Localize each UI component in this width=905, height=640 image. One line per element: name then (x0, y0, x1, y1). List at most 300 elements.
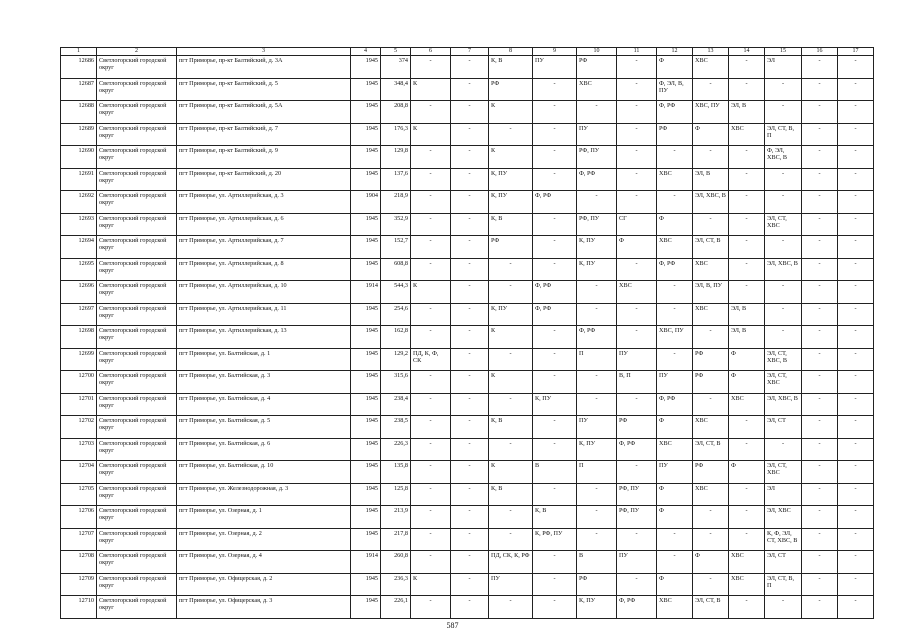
table-cell: ЭЛ, СТ, В (693, 438, 729, 461)
table-cell: - (577, 371, 617, 394)
table-cell: - (411, 528, 451, 551)
table-cell: Светлогорский городской округ (97, 281, 177, 304)
table-cell: - (411, 551, 451, 574)
table-cell: - (657, 551, 693, 574)
table-cell: - (765, 281, 802, 304)
table-cell: ХВС (729, 123, 765, 146)
table-cell: ПУ (577, 416, 617, 439)
table-cell: - (451, 213, 489, 236)
table-cell: - (411, 101, 451, 124)
table-cell: - (729, 78, 765, 101)
table-cell: К (489, 146, 533, 169)
table-cell: - (451, 371, 489, 394)
table-cell: 12691 (61, 168, 97, 191)
table-cell: 12697 (61, 303, 97, 326)
table-cell: - (411, 438, 451, 461)
table-cell: СГ (617, 213, 657, 236)
table-row (61, 303, 874, 326)
table-cell: РФ (693, 348, 729, 371)
table-cell: - (411, 236, 451, 259)
table-cell: пгт Приморье, ул. Балтийская, д. 3 (177, 371, 351, 394)
table-cell: Светлогорский городской округ (97, 483, 177, 506)
table-cell: 12694 (61, 236, 97, 259)
table-cell: Светлогорский городской округ (97, 78, 177, 101)
table-cell: пгт Приморье, ул. Озерная, д. 2 (177, 528, 351, 551)
table-cell: ХВС (657, 236, 693, 259)
table-cell: - (617, 168, 657, 191)
table-cell: - (802, 596, 838, 619)
table-cell: 12701 (61, 393, 97, 416)
table-cell: ХВС (657, 596, 693, 619)
table-cell: - (802, 78, 838, 101)
table-cell: пгт Приморье, ул. Озерная, д. 4 (177, 551, 351, 574)
table-cell: К, ПУ (577, 596, 617, 619)
table-cell: - (802, 281, 838, 304)
table-cell: Ф (657, 506, 693, 529)
table-cell: 129,8 (381, 146, 411, 169)
table-cell: 1914 (351, 281, 381, 304)
table-row (61, 168, 874, 191)
table-cell: - (765, 236, 802, 259)
table-cell: - (693, 506, 729, 529)
table-cell: ХВС (693, 303, 729, 326)
table-cell: пгт Приморье, ул. Балтийская, д. 1 (177, 348, 351, 371)
table-cell: - (533, 551, 577, 574)
table-cell: ПУ (617, 348, 657, 371)
table-cell: - (838, 528, 874, 551)
table-cell: К (489, 326, 533, 349)
table-cell: ЭЛ, ХВС, В (765, 393, 802, 416)
table-cell: ЭЛ, ХВС (765, 506, 802, 529)
document-sheet (60, 47, 874, 619)
table-cell: - (838, 281, 874, 304)
table-cell: - (765, 101, 802, 124)
table-cell: - (802, 123, 838, 146)
table-row (61, 438, 874, 461)
table-cell: Светлогорский городской округ (97, 506, 177, 529)
table-cell: - (617, 146, 657, 169)
table-cell: Светлогорский городской округ (97, 56, 177, 79)
table-cell: пгт Приморье, ул. Озерная, д. 1 (177, 506, 351, 529)
table-cell: К, Ф, ЭЛ, СТ, ХВС, В (765, 528, 802, 551)
table-cell: - (533, 213, 577, 236)
header-cell: 2 (97, 48, 177, 56)
table-cell: - (802, 438, 838, 461)
table-cell: РФ (693, 461, 729, 484)
table-cell: 1945 (351, 461, 381, 484)
table-cell: - (657, 191, 693, 214)
table-cell: - (838, 483, 874, 506)
table-cell: ХВС (617, 281, 657, 304)
table-cell: - (802, 168, 838, 191)
table-cell: - (693, 573, 729, 596)
table-cell: Ф, РФ (577, 168, 617, 191)
table-cell: 1945 (351, 101, 381, 124)
table-cell: пгт Приморье, ул. Артиллерийская, д. 7 (177, 236, 351, 259)
table-cell: - (838, 303, 874, 326)
table-cell: - (802, 326, 838, 349)
header-cell: 16 (802, 48, 838, 56)
table-cell: - (765, 191, 802, 214)
table-cell: - (693, 528, 729, 551)
table-cell: - (451, 236, 489, 259)
table-cell: ХВС (657, 168, 693, 191)
header-cell: 4 (351, 48, 381, 56)
table-cell: Светлогорский городской округ (97, 371, 177, 394)
table-cell: 226,3 (381, 438, 411, 461)
table-cell: - (451, 303, 489, 326)
table-cell: Светлогорский городской округ (97, 326, 177, 349)
table-cell: - (617, 326, 657, 349)
table-cell: пгт Приморье, ул. Балтийская, д. 6 (177, 438, 351, 461)
table-cell: Светлогорский городской округ (97, 168, 177, 191)
housing-register-table (60, 47, 874, 619)
table-cell: - (533, 146, 577, 169)
table-cell: 1945 (351, 56, 381, 79)
table-cell: ХВС (657, 438, 693, 461)
table-cell: - (729, 236, 765, 259)
table-cell: - (802, 191, 838, 214)
table-cell: Ф (729, 348, 765, 371)
table-cell: Светлогорский городской округ (97, 416, 177, 439)
table-cell: пгт Приморье, ул. Артиллерийская, д. 3 (177, 191, 351, 214)
table-cell: 238,5 (381, 416, 411, 439)
table-cell: ЭЛ, В (729, 101, 765, 124)
table-row (61, 393, 874, 416)
table-cell: - (838, 146, 874, 169)
table-cell: ЭЛ, СТ, В, П (765, 573, 802, 596)
table-cell: пгт Приморье, ул. Балтийская, д. 4 (177, 393, 351, 416)
table-cell: - (451, 483, 489, 506)
table-cell: ЭЛ, СТ, ХВС (765, 213, 802, 236)
table-cell: - (765, 168, 802, 191)
table-cell: 1945 (351, 483, 381, 506)
table-cell: - (489, 596, 533, 619)
table-cell: ЭЛ, СТ (765, 416, 802, 439)
table-cell: К, ПУ (489, 191, 533, 214)
table-cell: - (617, 101, 657, 124)
table-cell: 348,4 (381, 78, 411, 101)
table-cell: - (451, 123, 489, 146)
table-cell: ПУ (657, 461, 693, 484)
table-cell: Ф (657, 416, 693, 439)
table-cell: - (838, 393, 874, 416)
table-cell: - (657, 528, 693, 551)
table-cell: 162,8 (381, 326, 411, 349)
table-cell: 238,4 (381, 393, 411, 416)
table-cell: - (838, 168, 874, 191)
table-cell: - (533, 101, 577, 124)
table-cell: 1945 (351, 236, 381, 259)
table-row (61, 506, 874, 529)
table-cell: - (617, 573, 657, 596)
table-cell: 12699 (61, 348, 97, 371)
header-cell: 17 (838, 48, 874, 56)
table-cell: В (533, 461, 577, 484)
table-cell: - (729, 416, 765, 439)
table-cell: РФ, ПУ (617, 483, 657, 506)
table-cell: РФ (489, 236, 533, 259)
table-cell: - (451, 78, 489, 101)
table-cell: В, П (617, 371, 657, 394)
table-cell: - (411, 213, 451, 236)
table-cell: Светлогорский городской округ (97, 303, 177, 326)
table-cell: ХВС (693, 56, 729, 79)
table-cell: - (838, 78, 874, 101)
table-cell: Ф (729, 461, 765, 484)
table-cell: 260,8 (381, 551, 411, 574)
table-cell: пгт Приморье, ул. Артиллерийская, д. 10 (177, 281, 351, 304)
table-cell: РФ (489, 78, 533, 101)
table-cell: - (693, 213, 729, 236)
table-cell: - (765, 438, 802, 461)
table-cell: 1945 (351, 506, 381, 529)
table-cell: Светлогорский городской округ (97, 191, 177, 214)
table-cell: - (838, 551, 874, 574)
table-row (61, 236, 874, 259)
table-cell: - (617, 191, 657, 214)
table-cell: - (533, 438, 577, 461)
table-body (61, 48, 874, 619)
table-cell: 176,3 (381, 123, 411, 146)
table-cell: пгт Приморье, пр-кт Балтийский, д. 5 (177, 78, 351, 101)
table-cell: - (451, 596, 489, 619)
table-cell: Светлогорский городской округ (97, 461, 177, 484)
table-cell: - (533, 573, 577, 596)
table-cell: пгт Приморье, пр-кт Балтийский, д. 5А (177, 101, 351, 124)
table-row (61, 213, 874, 236)
table-cell: - (838, 326, 874, 349)
table-row (61, 348, 874, 371)
table-cell: - (533, 78, 577, 101)
table-cell: - (693, 393, 729, 416)
table-cell: Ф (617, 236, 657, 259)
table-cell: - (411, 191, 451, 214)
table-cell: - (533, 236, 577, 259)
header-cell: 8 (489, 48, 533, 56)
table-cell: 1945 (351, 303, 381, 326)
table-cell: ПУ (489, 573, 533, 596)
table-row (61, 326, 874, 349)
header-cell: 9 (533, 48, 577, 56)
table-cell: - (411, 56, 451, 79)
table-cell: Ф, РФ (657, 393, 693, 416)
table-cell: - (489, 281, 533, 304)
table-cell: ПУ (577, 123, 617, 146)
table-cell: 1945 (351, 528, 381, 551)
table-cell: - (802, 483, 838, 506)
table-cell: 1945 (351, 573, 381, 596)
table-cell: - (451, 573, 489, 596)
table-cell: Ф (657, 573, 693, 596)
table-cell: 125,8 (381, 483, 411, 506)
table-cell: 213,9 (381, 506, 411, 529)
table-cell: 12687 (61, 78, 97, 101)
table-row (61, 596, 874, 619)
table-cell: - (729, 281, 765, 304)
table-cell: - (533, 416, 577, 439)
table-cell: - (838, 123, 874, 146)
table-cell: Ф (693, 551, 729, 574)
table-cell: - (838, 236, 874, 259)
header-cell: 15 (765, 48, 802, 56)
table-cell: пгт Приморье, пр-кт Балтийский, д. 3А (177, 56, 351, 79)
table-cell: 12702 (61, 416, 97, 439)
table-cell: 12693 (61, 213, 97, 236)
table-cell: - (411, 416, 451, 439)
table-cell: - (693, 146, 729, 169)
table-row (61, 573, 874, 596)
table-cell: Светлогорский городской округ (97, 146, 177, 169)
table-row (61, 483, 874, 506)
table-cell: ЭЛ, СТ, ХВС, В (765, 348, 802, 371)
header-cell: 3 (177, 48, 351, 56)
table-cell: - (802, 258, 838, 281)
header-cell: 13 (693, 48, 729, 56)
table-cell: 152,7 (381, 236, 411, 259)
table-cell: 608,8 (381, 258, 411, 281)
table-cell: К, ПУ (489, 303, 533, 326)
table-cell: - (533, 348, 577, 371)
table-cell: РФ (577, 573, 617, 596)
table-cell: - (411, 326, 451, 349)
table-cell: 135,8 (381, 461, 411, 484)
table-cell: - (802, 101, 838, 124)
table-cell: К, ПУ (577, 258, 617, 281)
table-cell: - (451, 506, 489, 529)
table-cell: - (451, 101, 489, 124)
table-cell: - (802, 146, 838, 169)
table-cell: ЭЛ, СТ, В (693, 236, 729, 259)
table-cell: ЭЛ (765, 483, 802, 506)
table-row (61, 191, 874, 214)
table-cell: - (838, 461, 874, 484)
table-cell: - (533, 168, 577, 191)
table-cell: - (729, 56, 765, 79)
table-cell: - (765, 78, 802, 101)
table-cell: пгт Приморье, ул. Артиллерийская, д. 8 (177, 258, 351, 281)
table-cell: П (577, 348, 617, 371)
table-cell: Ф (657, 483, 693, 506)
table-cell: - (451, 551, 489, 574)
table-cell: К (489, 371, 533, 394)
table-cell: - (838, 258, 874, 281)
table-row (61, 551, 874, 574)
table-cell: ЭЛ, ХВС, В (765, 258, 802, 281)
table-cell: К, РФ, ПУ (533, 528, 577, 551)
table-cell: - (802, 371, 838, 394)
table-cell: - (729, 168, 765, 191)
table-cell: Светлогорский городской округ (97, 348, 177, 371)
table-cell: - (489, 506, 533, 529)
table-cell: - (489, 438, 533, 461)
table-row (61, 258, 874, 281)
table-cell: - (729, 528, 765, 551)
table-cell: ХВС (693, 416, 729, 439)
header-cell: 1 (61, 48, 97, 56)
table-cell: ЭЛ, ХВС, В (693, 191, 729, 214)
table-cell: - (533, 371, 577, 394)
table-cell: ПУ (533, 56, 577, 79)
table-cell: 12707 (61, 528, 97, 551)
table-cell: 1945 (351, 168, 381, 191)
table-cell: 1945 (351, 78, 381, 101)
table-cell: П (577, 461, 617, 484)
table-cell: - (802, 348, 838, 371)
table-cell: В (577, 551, 617, 574)
table-cell: - (657, 303, 693, 326)
table-cell: - (802, 551, 838, 574)
table-cell: - (411, 303, 451, 326)
table-cell: Светлогорский городской округ (97, 101, 177, 124)
table-row (61, 56, 874, 79)
table-cell: - (577, 101, 617, 124)
table-cell: 217,8 (381, 528, 411, 551)
table-cell: - (411, 461, 451, 484)
table-cell: - (617, 528, 657, 551)
table-cell: 12692 (61, 191, 97, 214)
table-cell: ХВС (729, 573, 765, 596)
table-cell: ЭЛ, В, ПУ (693, 281, 729, 304)
table-cell: Ф, ЭЛ, ХВС, В (765, 146, 802, 169)
table-cell: Светлогорский городской округ (97, 258, 177, 281)
table-cell: - (838, 191, 874, 214)
header-cell: 12 (657, 48, 693, 56)
table-cell: 352,9 (381, 213, 411, 236)
table-cell: 137,6 (381, 168, 411, 191)
table-cell: - (838, 573, 874, 596)
table-cell: 1945 (351, 371, 381, 394)
table-cell: РФ (577, 56, 617, 79)
table-cell: ЭЛ, В (729, 303, 765, 326)
table-cell: К, В (533, 506, 577, 529)
table-cell: - (657, 348, 693, 371)
table-cell: - (838, 371, 874, 394)
table-cell: Ф, РФ (577, 326, 617, 349)
table-cell: - (451, 56, 489, 79)
table-cell: 1945 (351, 213, 381, 236)
table-cell: 254,6 (381, 303, 411, 326)
table-cell: - (802, 236, 838, 259)
table-cell: - (411, 146, 451, 169)
table-cell: - (617, 78, 657, 101)
table-cell: 1945 (351, 438, 381, 461)
table-cell: - (838, 416, 874, 439)
table-cell: - (838, 56, 874, 79)
table-cell: ПУ (617, 551, 657, 574)
table-cell: Светлогорский городской округ (97, 236, 177, 259)
table-cell: 1945 (351, 146, 381, 169)
header-cell: 14 (729, 48, 765, 56)
table-cell: пгт Приморье, пр-кт Балтийский, д. 7 (177, 123, 351, 146)
table-cell: - (577, 506, 617, 529)
table-cell: ПД, СК, К, РФ (489, 551, 533, 574)
table-cell: - (411, 258, 451, 281)
table-cell: - (765, 596, 802, 619)
table-cell: Светлогорский городской округ (97, 528, 177, 551)
header-cell: 11 (617, 48, 657, 56)
table-cell: - (411, 596, 451, 619)
table-cell: К (411, 281, 451, 304)
table-cell: ПД, К, Ф, СК (411, 348, 451, 371)
table-cell: пгт Приморье, ул. Офицерская, д. 2 (177, 573, 351, 596)
table-cell: - (729, 483, 765, 506)
table-cell: пгт Приморье, пр-кт Балтийский, д. 9 (177, 146, 351, 169)
table-cell: - (802, 416, 838, 439)
table-cell: - (577, 191, 617, 214)
table-cell: - (693, 326, 729, 349)
table-cell: - (533, 326, 577, 349)
